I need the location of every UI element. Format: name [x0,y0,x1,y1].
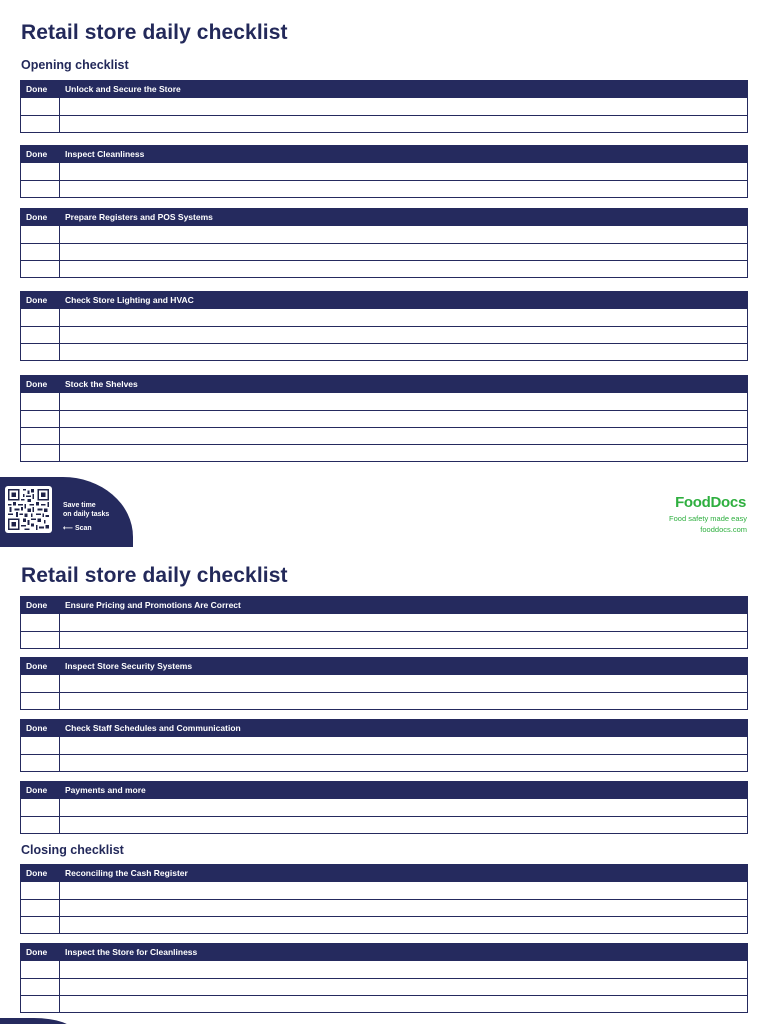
table-row [21,181,748,198]
checklist-table-store-cleanliness [20,943,748,1013]
table-row [21,116,748,133]
table-row [21,961,748,979]
table-row [21,996,748,1013]
task-entry-cell[interactable] [60,98,748,116]
done-checkbox-cell[interactable] [21,900,60,917]
qr-promo-badge[interactable] [0,477,133,547]
done-checkbox-cell[interactable] [21,98,60,116]
task-entry-cell[interactable] [60,961,748,979]
table-row [21,917,748,934]
done-checkbox-cell[interactable] [21,817,60,834]
done-checkbox-cell[interactable] [21,344,60,361]
done-column-header: Done [21,376,60,393]
table-row [21,445,748,462]
done-checkbox-cell[interactable] [21,261,60,278]
table-row [21,882,748,900]
done-column-header: Done [21,720,60,737]
task-entry-cell[interactable] [60,632,748,649]
done-column-header: Done [21,146,60,163]
task-entry-cell[interactable] [60,917,748,934]
task-header: Prepare Registers and POS Systems [60,209,748,226]
table-row [21,309,748,327]
task-entry-cell[interactable] [60,226,748,244]
brand-tagline: Food safety made easy [669,514,747,523]
page-title: Retail store daily checklist [21,564,288,587]
table-row [21,614,748,632]
checklist-table-cash-register [20,864,748,934]
done-checkbox-cell[interactable] [21,411,60,428]
task-header: Reconciling the Cash Register [60,865,748,882]
task-header: Check Store Lighting and HVAC [60,292,748,309]
table-row [21,428,748,445]
task-entry-cell[interactable] [60,817,748,834]
done-checkbox-cell[interactable] [21,445,60,462]
table-row [21,632,748,649]
qr-line-1: Save time [63,502,96,509]
table-row [21,244,748,261]
task-header: Payments and more [60,782,748,799]
done-column-header: Done [21,658,60,675]
done-checkbox-cell[interactable] [21,393,60,411]
checklist-table-lighting [20,291,748,361]
fooddocs-logo: FoodDocs [675,494,746,511]
table-row [21,327,748,344]
table-row [21,98,748,116]
table-row [21,675,748,693]
done-column-header: Done [21,782,60,799]
task-entry-cell[interactable] [60,445,748,462]
table-row [21,393,748,411]
table-row [21,693,748,710]
checklist-table-unlock [20,80,748,133]
task-entry-cell[interactable] [60,693,748,710]
table-row [21,799,748,817]
checklist-table-stock [20,375,748,462]
task-entry-cell[interactable] [60,428,748,445]
table-row [21,900,748,917]
task-entry-cell[interactable] [60,737,748,755]
task-entry-cell[interactable] [60,614,748,632]
qr-code-icon[interactable] [5,486,52,533]
done-checkbox-cell[interactable] [21,163,60,181]
done-column-header: Done [21,944,60,961]
table-row [21,737,748,755]
done-checkbox-cell[interactable] [21,614,60,632]
checklist-table-registers [20,208,748,278]
table-row [21,163,748,181]
table-row [21,261,748,278]
task-entry-cell[interactable] [60,979,748,996]
task-entry-cell[interactable] [60,344,748,361]
done-checkbox-cell[interactable] [21,244,60,261]
task-entry-cell[interactable] [60,261,748,278]
task-entry-cell[interactable] [60,411,748,428]
done-column-header: Done [21,865,60,882]
done-checkbox-cell[interactable] [21,882,60,900]
done-column-header: Done [21,209,60,226]
qr-line-2: on daily tasks [63,511,110,518]
task-header: Unlock and Secure the Store [60,81,748,98]
done-checkbox-cell[interactable] [21,755,60,772]
task-entry-cell[interactable] [60,181,748,198]
done-checkbox-cell[interactable] [21,181,60,198]
task-entry-cell[interactable] [60,163,748,181]
done-checkbox-cell[interactable] [21,996,60,1013]
task-entry-cell[interactable] [60,755,748,772]
task-entry-cell[interactable] [60,882,748,900]
task-entry-cell[interactable] [60,327,748,344]
done-checkbox-cell[interactable] [21,327,60,344]
task-entry-cell[interactable] [60,799,748,817]
task-entry-cell[interactable] [60,393,748,411]
task-header: Inspect Cleanliness [60,146,748,163]
task-header: Stock the Shelves [60,376,748,393]
table-row [21,979,748,996]
table-row [21,344,748,361]
table-row [21,817,748,834]
task-entry-cell[interactable] [60,675,748,693]
done-checkbox-cell[interactable] [21,309,60,327]
done-checkbox-cell[interactable] [21,799,60,817]
task-header: Inspect the Store for Cleanliness [60,944,748,961]
done-checkbox-cell[interactable] [21,116,60,133]
next-page-qr-badge-edge [0,1018,74,1024]
checklist-table-payments [20,781,748,834]
done-column-header: Done [21,81,60,98]
task-entry-cell[interactable] [60,996,748,1013]
task-entry-cell[interactable] [60,116,748,133]
done-checkbox-cell[interactable] [21,226,60,244]
checklist-table-pricing [20,596,748,649]
done-checkbox-cell[interactable] [21,428,60,445]
done-checkbox-cell[interactable] [21,961,60,979]
task-entry-cell[interactable] [60,900,748,917]
qr-promo-text [63,501,109,519]
task-header: Check Staff Schedules and Communication [60,720,748,737]
task-entry-cell[interactable] [60,244,748,261]
done-checkbox-cell[interactable] [21,675,60,693]
table-row [21,755,748,772]
done-column-header: Done [21,597,60,614]
done-checkbox-cell[interactable] [21,979,60,996]
brand-url-link[interactable]: fooddocs.com [700,525,747,534]
done-column-header: Done [21,292,60,309]
opening-checklist-heading: Opening checklist [21,58,129,72]
checklist-table-security [20,657,748,710]
page-title: Retail store daily checklist [21,21,288,44]
closing-checklist-heading: Closing checklist [21,843,124,857]
done-checkbox-cell[interactable] [21,693,60,710]
checklist-table-cleanliness [20,145,748,198]
table-row [21,226,748,244]
task-header: Inspect Store Security Systems [60,658,748,675]
task-header: Ensure Pricing and Promotions Are Correct [60,597,748,614]
table-row [21,411,748,428]
done-checkbox-cell[interactable] [21,737,60,755]
done-checkbox-cell[interactable] [21,917,60,934]
checklist-table-staff [20,719,748,772]
done-checkbox-cell[interactable] [21,632,60,649]
task-entry-cell[interactable] [60,309,748,327]
qr-scan-label: ⟵ Scan [63,525,92,532]
